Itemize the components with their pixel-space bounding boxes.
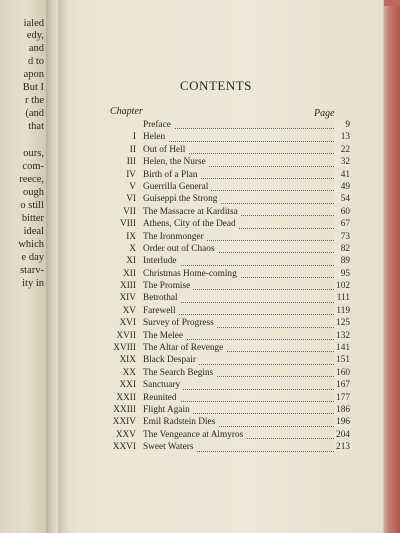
chapter-title: Emil Radstein Dies (143, 417, 218, 427)
left-page-text-fragment: (and (25, 108, 44, 119)
chapter-title: Survey of Progress (143, 318, 217, 328)
toc-entry (100, 318, 350, 330)
chapter-number: VIII (119, 219, 136, 230)
chapter-number: XXV (115, 429, 136, 440)
chapter-number: XVII (116, 330, 136, 341)
toc-entry (100, 331, 350, 343)
page-number: 32 (334, 157, 350, 167)
chapter-title: Christmas Home-coming (143, 269, 240, 279)
left-page-text-fragment: bitter (21, 213, 44, 224)
toc-entry (100, 182, 350, 194)
left-page-text-fragment: e day (21, 252, 44, 263)
page-number: 67 (334, 219, 350, 229)
chapter-number: VI (126, 194, 136, 205)
chapter-title: Black Despair (143, 355, 199, 365)
chapter-title: Sweet Waters (143, 442, 196, 452)
page-number: 9 (334, 120, 350, 130)
chapter-title: The Search Begins (143, 368, 216, 378)
chapter-number: XXIV (112, 417, 136, 428)
chapter-number: XI (126, 256, 136, 267)
page-number: 89 (334, 256, 350, 266)
toc-entry (100, 281, 350, 293)
left-page-text-fragment: ialed (23, 18, 44, 29)
left-page-text-fragment: o still (20, 200, 44, 211)
chapter-title: Out of Hell (143, 145, 188, 155)
chapter-number: XX (122, 367, 136, 378)
toc-entry (100, 293, 350, 305)
toc-entry (100, 343, 350, 355)
chapter-title: Order out of Chaos (143, 244, 218, 254)
chapter-title: The Melee (143, 331, 186, 341)
chapter-number: XIV (119, 293, 136, 304)
toc-entry (100, 232, 350, 244)
toc-entry (100, 393, 350, 405)
left-page-text-fragment: ideal (23, 226, 44, 237)
left-page-text-fragment: edy, (26, 30, 44, 41)
page-number: 132 (334, 331, 350, 341)
chapter-number: XII (123, 268, 136, 279)
chapter-title: Helen, the Nurse (143, 157, 209, 167)
left-page-text-fragment: But I (22, 82, 44, 93)
chapter-number: XXIII (113, 404, 136, 415)
left-page-text-fragment: and (28, 43, 44, 54)
toc-entry (100, 145, 350, 157)
chapter-title: Preface (143, 120, 174, 130)
chapter-title: Farewell (143, 306, 179, 316)
chapter-title: The Promise (143, 281, 193, 291)
chapter-title: Flight Again (143, 405, 193, 415)
page-number: 111 (334, 293, 350, 303)
chapter-number: I (132, 132, 136, 143)
chapter-title: Athens, City of the Dead (143, 219, 239, 229)
chapter-number: XV (122, 305, 136, 316)
chapter-title: The Massacre at Karditsa (143, 207, 241, 217)
chapter-title: Sanctuary (143, 380, 183, 390)
gutter-shadow (58, 0, 68, 533)
chapter-number: II (129, 144, 136, 155)
page-column-header: Page (314, 108, 335, 119)
toc-entry (100, 132, 350, 144)
page-number: 95 (334, 269, 350, 279)
toc-entry (100, 368, 350, 380)
toc-entry (100, 170, 350, 182)
page-number: 213 (334, 442, 350, 452)
toc-entry (100, 120, 350, 132)
toc-entry (100, 269, 350, 281)
toc-entry (100, 207, 350, 219)
page-number: 54 (334, 194, 350, 204)
dot-leader (143, 141, 336, 142)
toc-entry (100, 405, 350, 417)
chapter-title: The Ironmonger (143, 232, 207, 242)
chapter-number: V (129, 181, 136, 192)
chapter-title: Betrothal (143, 293, 181, 303)
page-number: 119 (334, 306, 350, 316)
page-number: 60 (334, 207, 350, 217)
page-number: 196 (334, 417, 350, 427)
page-number: 204 (334, 430, 350, 440)
left-page-text-fragment: d to (27, 56, 44, 67)
page-number: 73 (334, 232, 350, 242)
chapter-number: XIX (119, 355, 136, 366)
chapter-number: IX (126, 231, 136, 242)
left-page-text-fragment: ours, (23, 148, 44, 159)
chapter-title: Guerrilla General (143, 182, 211, 192)
page-number: 13 (334, 132, 350, 142)
page-number: 82 (334, 244, 350, 254)
left-page-text-fragment: apon (23, 69, 44, 80)
chapter-title: The Vengeance at Almyros (143, 430, 246, 440)
page-number: 151 (334, 355, 350, 365)
toc-entry (100, 442, 350, 454)
page-number: 49 (334, 182, 350, 192)
chapter-title: Guiseppi the Strong (143, 194, 220, 204)
left-page-text-fragment: ity in (22, 278, 44, 289)
page-number: 167 (334, 380, 350, 390)
toc-entry (100, 256, 350, 268)
toc-entry (100, 244, 350, 256)
chapter-number: XVIII (113, 343, 136, 354)
left-page-text-fragment: com- (22, 161, 44, 172)
chapter-number: XXI (119, 380, 136, 391)
chapter-number: III (126, 157, 136, 168)
chapter-number: XXII (116, 392, 136, 403)
chapter-title: The Altar of Revenge (143, 343, 226, 353)
chapter-title: Helen (143, 132, 168, 142)
left-page-text-fragment: starv- (20, 265, 44, 276)
chapter-number: XIII (119, 281, 136, 292)
toc-entry (100, 157, 350, 169)
left-facing-page (0, 0, 48, 533)
left-page-text-fragment: reece, (19, 174, 44, 185)
toc-entry (100, 380, 350, 392)
page-number: 125 (334, 318, 350, 328)
toc-entry (100, 355, 350, 367)
page-number: 41 (334, 170, 350, 180)
toc-entry (100, 219, 350, 231)
toc-entry (100, 430, 350, 442)
contents-title: CONTENTS (180, 78, 252, 93)
left-page-text-fragment: ough (23, 187, 44, 198)
chapter-column-header: Chapter (110, 106, 143, 117)
left-page-text-fragment: r the (25, 95, 44, 106)
page-number: 22 (334, 145, 350, 155)
toc-entry (100, 194, 350, 206)
chapter-title: Reunited (143, 393, 180, 403)
chapter-title: Interlude (143, 256, 180, 266)
page-number: 177 (334, 393, 350, 403)
chapter-number: VII (123, 206, 136, 217)
toc-entry (100, 417, 350, 429)
page-number: 186 (334, 405, 350, 415)
chapter-title: Birth of a Plan (143, 170, 200, 180)
chapter-number: XXVI (112, 442, 136, 453)
page-number: 141 (334, 343, 350, 353)
chapter-number: XVI (119, 318, 136, 329)
page-number: 160 (334, 368, 350, 378)
left-page-text-fragment: that (28, 121, 44, 132)
toc-entry (100, 306, 350, 318)
chapter-number: IV (126, 169, 136, 180)
table-of-contents (100, 120, 350, 455)
page-number: 102 (334, 281, 350, 291)
left-page-text-fragment: which (18, 239, 44, 250)
book-cover-edge (382, 0, 400, 533)
chapter-number: X (129, 243, 136, 254)
